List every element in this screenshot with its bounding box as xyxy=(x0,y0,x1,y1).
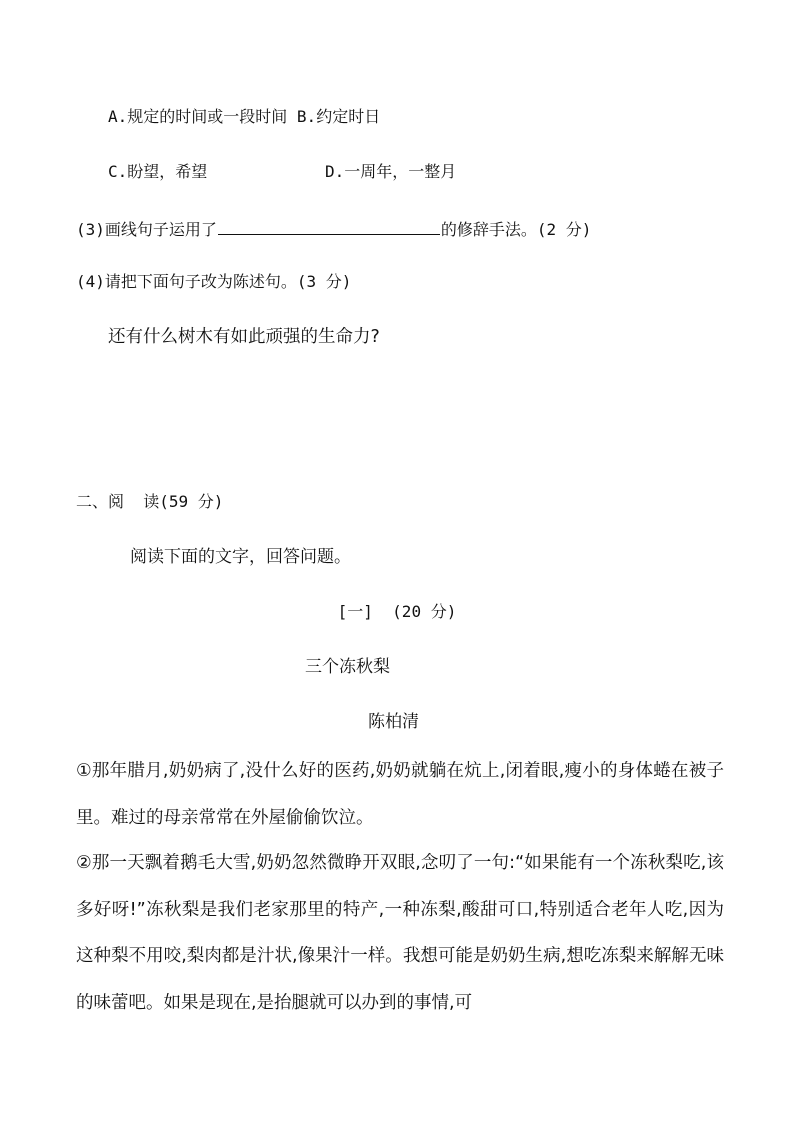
option-a: A.规定的时间或一段时间 xyxy=(108,107,288,126)
article-author: 陈柏清 xyxy=(368,712,419,732)
reading-instruction: 阅读下面的文字，回答问题。 xyxy=(130,547,351,567)
section-heading: 二、阅 读(59 分) xyxy=(76,492,224,511)
question-3-prefix: (3)画线句子运用了 xyxy=(76,220,217,239)
answer-blank[interactable] xyxy=(218,216,440,235)
article-title: 三个冻秋梨 xyxy=(305,657,390,677)
article-paragraph-2: ②那一天飘着鹅毛大雪,奶奶忽然微睁开双眼,念叨了一句:“如果能有一个冻秋梨吃,该多好呀!”冻秋梨是我们老家那里的特产,一种冻梨,酸甜可口,特别适合老年人吃,因为这种梨不用咬,梨肉都是汁状,像果汁一样。我想可能是奶奶生病,想吃冻梨来解解无味的味蕾吧。如果是现在,是抬腿就可以办到的事情,可 xyxy=(76,853,724,1013)
question-4-sentence: 还有什么树木有如此顽强的生命力? xyxy=(108,327,380,347)
option-d: D.一周年，一整月 xyxy=(325,162,457,181)
option-c: C.盼望，希望 xyxy=(108,162,208,181)
article-paragraph-1: ①那年腊月,奶奶病了,没什么好的医药,奶奶就躺在炕上,闭着眼,瘦小的身体蜷在被子里。难过的母亲常常在外屋偷偷饮泣。 xyxy=(76,761,724,828)
option-b: B.约定时日 xyxy=(296,107,381,126)
question-3-suffix: 的修辞手法。(2 分) xyxy=(440,220,592,239)
question-4-prompt: (4)请把下面句子改为陈述句。(3 分) xyxy=(76,272,352,291)
question-3 xyxy=(76,216,591,241)
option-row-ab xyxy=(108,106,380,128)
part-label: [一] (20 分) xyxy=(337,602,457,621)
